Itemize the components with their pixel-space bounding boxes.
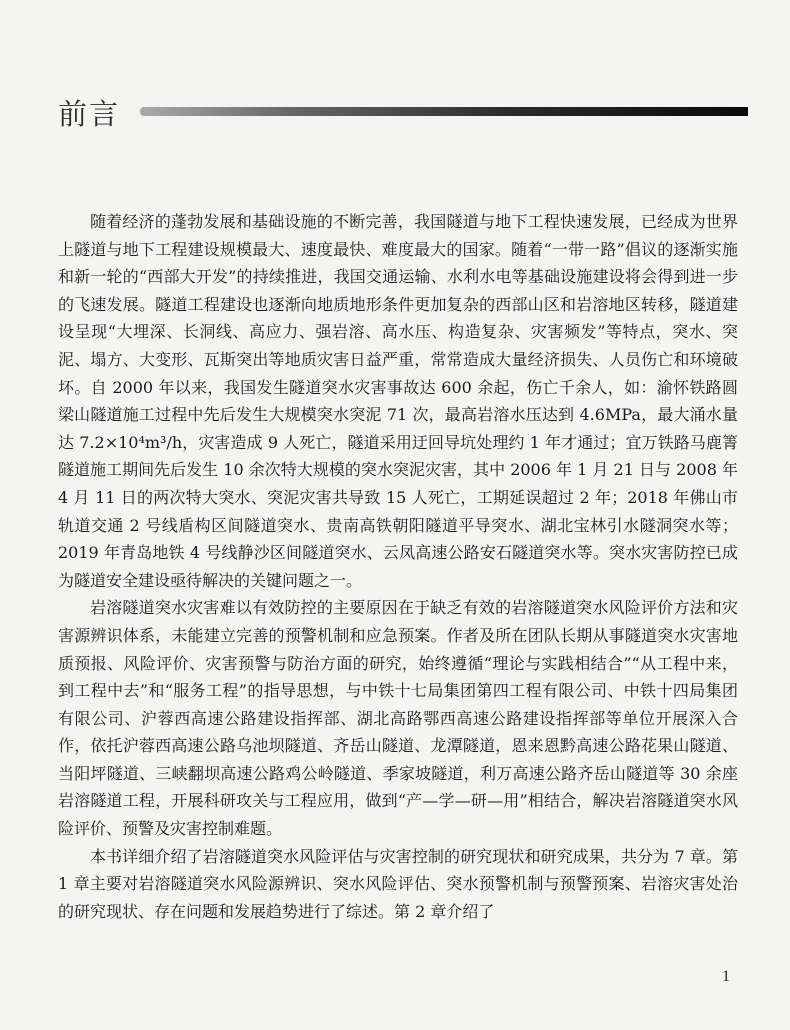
paragraph-2: 岩溶隧道突水灾害难以有效防控的主要原因在于缺乏有效的岩溶隧道突水风险评价方法和灾害源辨识体系，未能建立完善的预警机制和应急预案。作者及所在团队长期从事隧道突水灾害地质预报、风险评价、灾害预警与防治方面的研究，始终遵循“理论与实践相结合”“从工程中来，到工程中去”和“服务工程”的指导思想，与中铁十七局集团第四工程有限公司、中铁十四局集团有限公司、沪蓉西高速公路建设指挥部、湖北高路鄂西高速公路建设指挥部等单位开展深入合作，依托沪蓉西高速公路乌池坝隧道、齐岳山隧道、龙潭隧道，恩来恩黔高速公路花果山隧道、当阳坪隧道、三峡翻坝高速公路鸡公岭隧道、季家坡隧道，利万高速公路齐岳山隧道等 30 余座岩溶隧道工程，开展科研攻关与工程应用，做到“产—学—研—用”相结合，解决岩溶隧道突水风险评价、预警及灾害控制难题。 bbox=[58, 598, 738, 839]
heading-rule-bar bbox=[140, 107, 748, 116]
paragraph-3: 本书详细介绍了岩溶隧道突水风险评估与灾害控制的研究现状和研究成果，共分为 7 章。第 1 章主要对岩溶隧道突水风险源辨识、突水风险评估、突水预警机制与预警预案、岩溶灾害处治的研究现状、存在问题和发展趋势进行了综述。第 2 章介绍了 bbox=[58, 846, 738, 921]
paragraph-1: 随着经济的蓬勃发展和基础设施的不断完善，我国隧道与地下工程快速发展，已经成为世界上隧道与地下工程建设规模最大、速度最快、难度最大的国家。随着“一带一路”倡议的逐渐实施和新一轮的“西部大开发”的持续推进，我国交通运输、水利水电等基础设施建设将会得到进一步的飞速发展。隧道工程建设也逐渐向地质地形条件更加复杂的西部山区和岩溶地区转移，隧道建设呈现“大埋深、长洞线、高应力、强岩溶、高水压、构造复杂、灾害频发”等特点，突水、突泥、塌方、大变形、瓦斯突出等地质灾害日益严重，常常造成大量经济损失、人员伤亡和环境破坏。自 2000 年以来，我国发生隧道突水灾害事故达 600 余起，伤亡千余人，如：渝怀铁路圆梁山隧道施工过程中先后发生大规模突水突泥 71 次，最高岩溶水压达到 4.6MPa，最大涌水量达 7.2×10⁴m³/h，灾害造成 9 人死亡，隧道采用迂回导坑处理约 1 年才通过；宜万铁路马鹿箐隧道施工期间先后发生 10 余次特大规模的突水突泥灾害，其中 2006 年 1 月 21 日与 2008 年 4 月 11 日的两次特大突水、突泥灾害共导致 15 人死亡，工期延误超过 2 年；2018 年佛山市轨道交通 2 号线盾构区间隧道突水、贵南高铁朝阳隧道平导突水、湖北宝林引水隧洞突水等；2019 年青岛地铁 4 号线静沙区间隧道突水、云凤高速公路安石隧道突水等。突水灾害防控已成为隧道安全建设亟待解决的关键问题之一。 bbox=[58, 212, 738, 590]
body-text bbox=[58, 208, 738, 925]
chapter-heading bbox=[58, 90, 748, 134]
page-title: 前言 bbox=[58, 97, 121, 131]
page-number: 1 bbox=[722, 968, 730, 985]
